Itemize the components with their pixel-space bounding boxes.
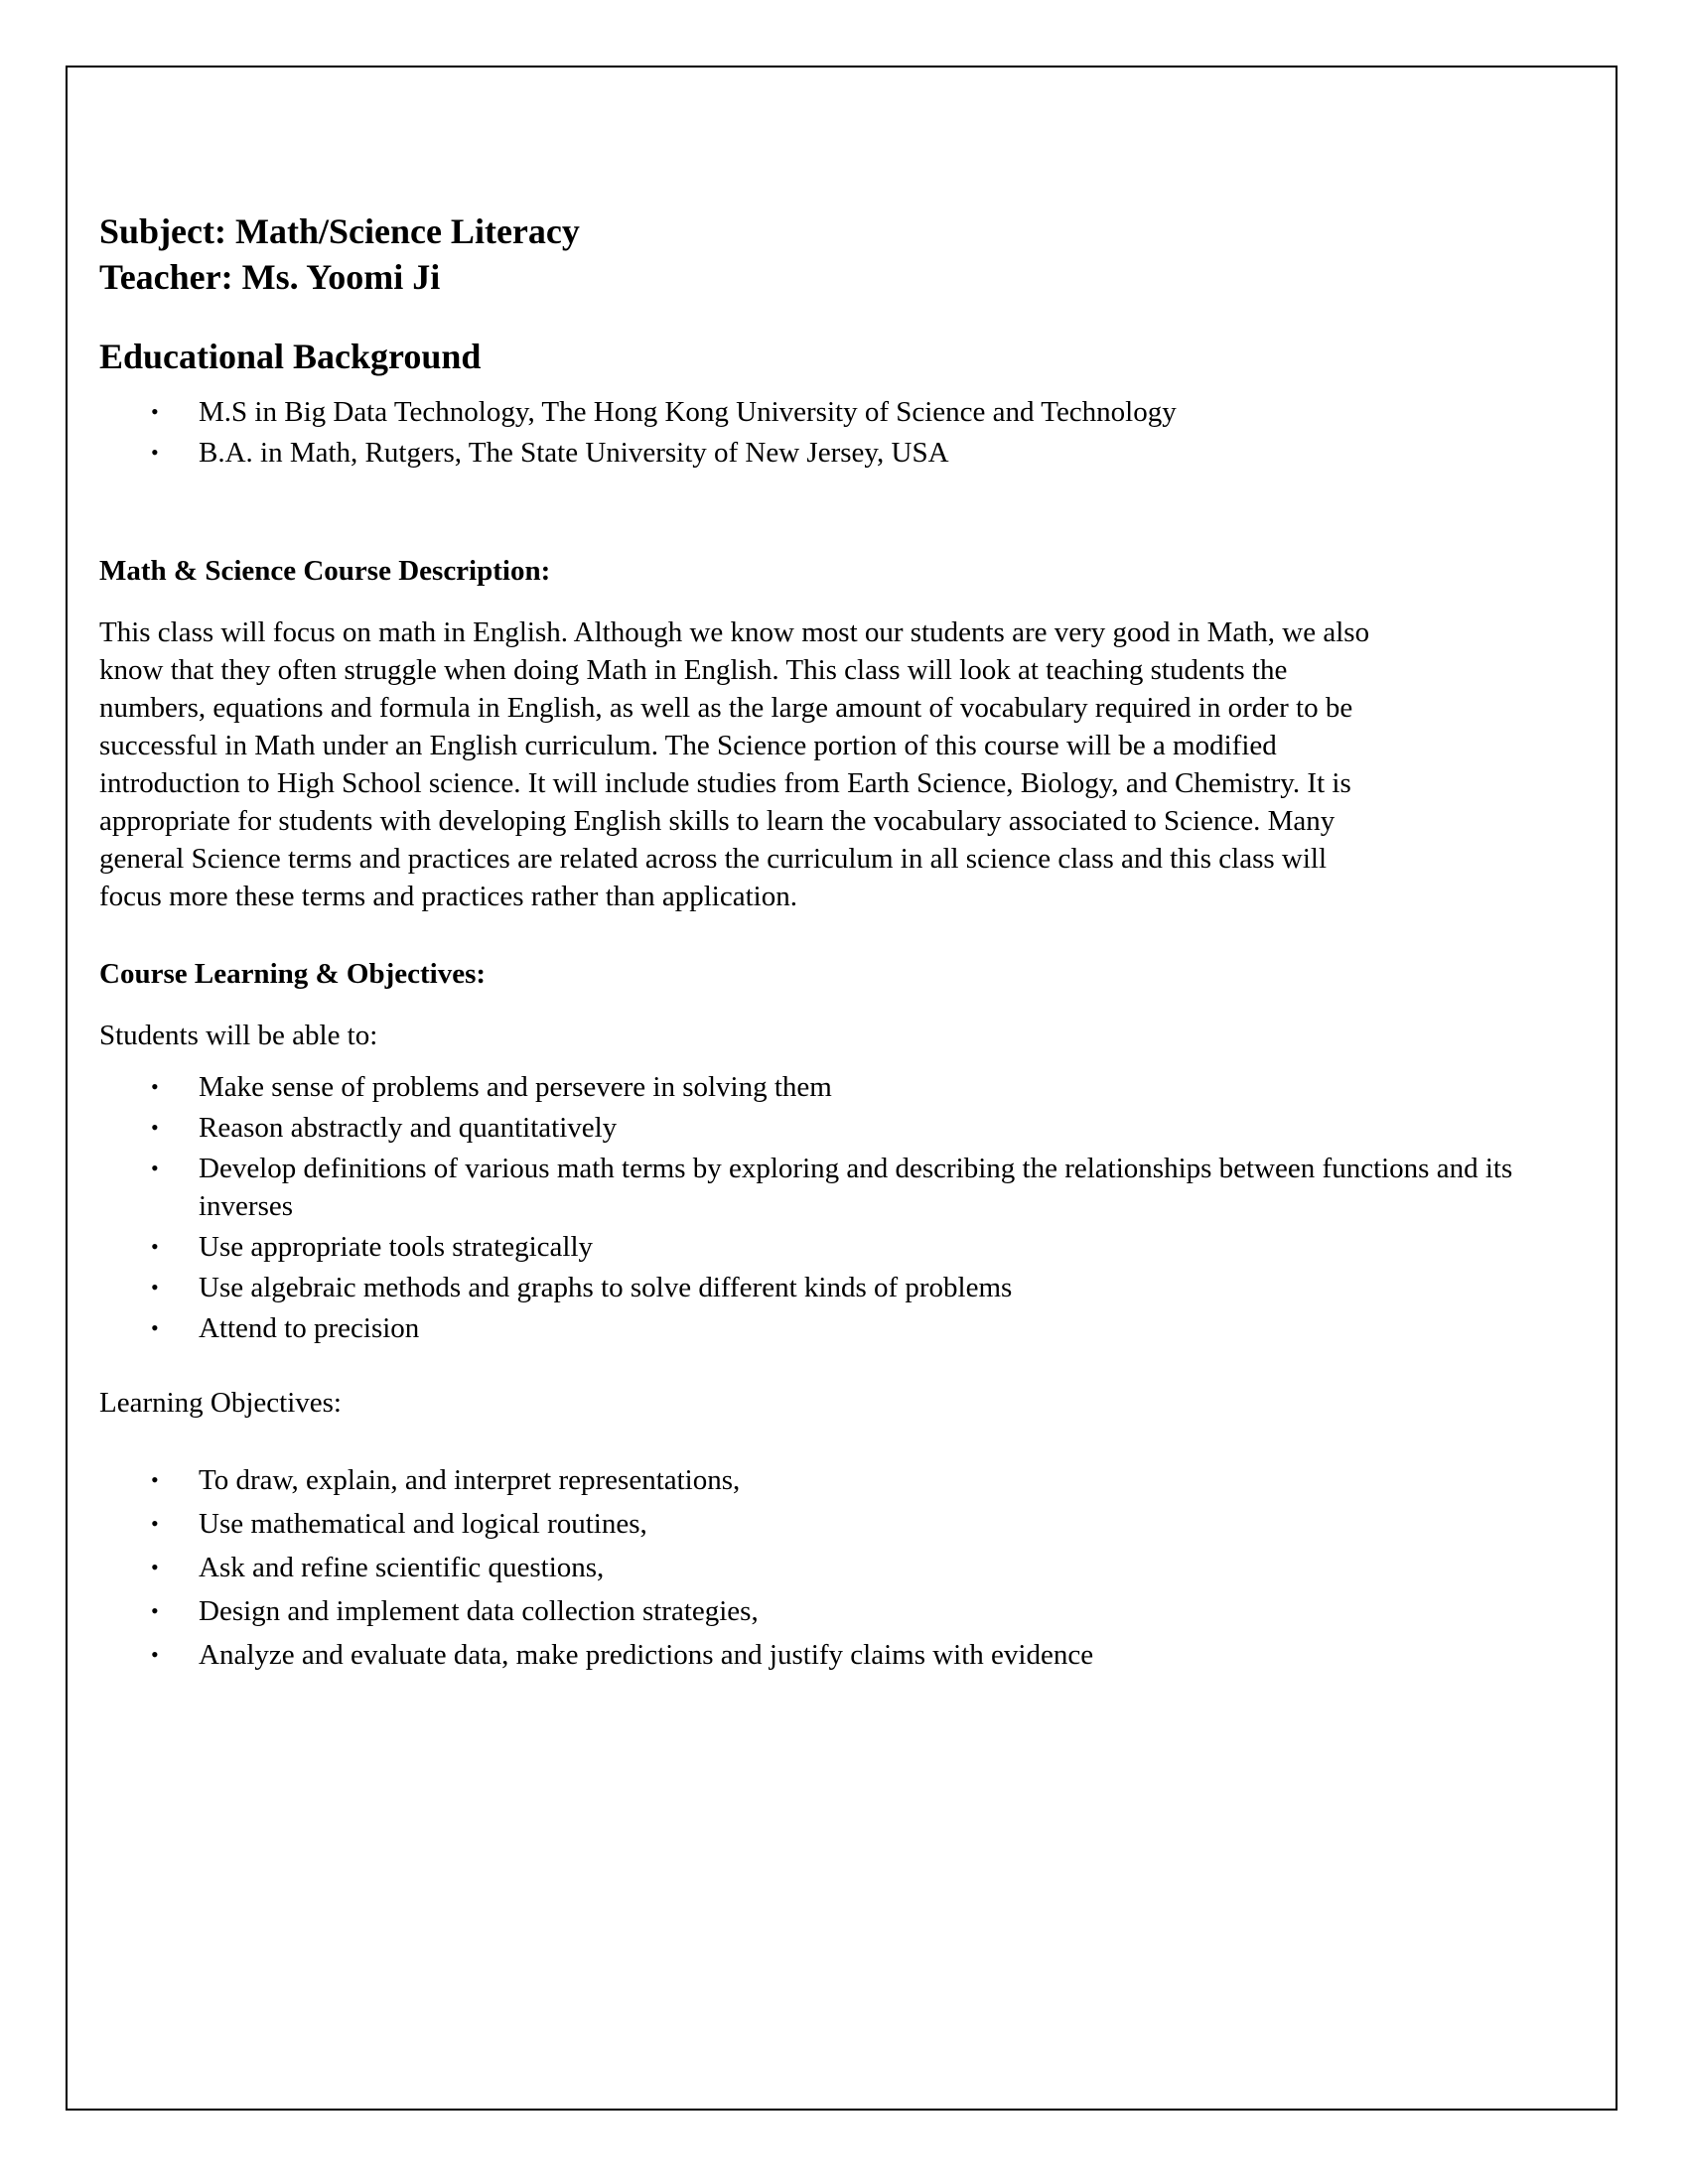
bullet-icon: • xyxy=(151,1315,159,1340)
paragraph-line: focus more these terms and practices rather than application. xyxy=(99,881,797,912)
list-item: • Design and implement data collection strategies, xyxy=(99,1592,1589,1630)
learning-objectives-heading: Learning Objectives: xyxy=(99,1387,342,1419)
list-item: • Use algebraic methods and graphs to solve different kinds of problems xyxy=(99,1269,1589,1306)
bullet-icon: • xyxy=(151,399,159,424)
bullet-icon: • xyxy=(151,1115,159,1140)
bullet-icon: • xyxy=(151,1511,159,1536)
course-description-paragraph xyxy=(99,614,1569,915)
learning-objectives-list xyxy=(99,1461,1589,1674)
bullet-icon: • xyxy=(151,1074,159,1099)
paragraph-line: numbers, equations and formula in English, as well as the large amount of vocabulary required in order to be xyxy=(99,692,1353,724)
bullet-icon: • xyxy=(151,1642,159,1667)
bullet-icon: • xyxy=(151,1275,159,1299)
list-item: • Attend to precision xyxy=(99,1309,1589,1347)
objectives-intro: Students will be able to: xyxy=(99,1020,378,1051)
list-item: • Reason abstractly and quantitatively xyxy=(99,1109,1589,1147)
bullet-icon: • xyxy=(151,1156,159,1180)
course-description-heading: Math & Science Course Description: xyxy=(99,555,551,587)
paragraph-line: successful in Math under an English curriculum. The Science portion of this course will be a modified xyxy=(99,730,1277,761)
list-item: • Develop definitions of various math terms by exploring and describing the relationships between functions and its inverses xyxy=(99,1150,1589,1225)
objectives-list xyxy=(99,1068,1589,1347)
education-heading: Educational Background xyxy=(99,337,482,376)
list-item: • Ask and refine scientific questions, xyxy=(99,1549,1589,1586)
bullet-icon: • xyxy=(151,1467,159,1492)
paragraph-line: introduction to High School science. It will include studies from Earth Science, Biology, and Chemistry. It is xyxy=(99,767,1351,799)
paragraph-line: This class will focus on math in English. Although we know most our students are very good in Math, we also xyxy=(99,616,1370,648)
list-item: • Analyze and evaluate data, make predictions and justify claims with evidence xyxy=(99,1636,1589,1674)
list-item: • Use mathematical and logical routines, xyxy=(99,1505,1589,1543)
list-item: • B.A. in Math, Rutgers, The State University of New Jersey, USA xyxy=(99,434,1589,472)
education-list xyxy=(99,393,1589,472)
list-item: • Make sense of problems and persevere in solving them xyxy=(99,1068,1589,1106)
bullet-icon: • xyxy=(151,440,159,465)
bullet-icon: • xyxy=(151,1555,159,1579)
document-body xyxy=(99,208,1589,1680)
paragraph-line: appropriate for students with developing English skills to learn the vocabulary associated to Science. Many xyxy=(99,805,1336,837)
paragraph-line: general Science terms and practices are related across the curriculum in all science class and this class will xyxy=(99,843,1328,875)
list-item: • Use appropriate tools strategically xyxy=(99,1228,1589,1266)
bullet-icon: • xyxy=(151,1234,159,1259)
subject-title: Subject: Math/Science Literacy xyxy=(99,211,580,251)
teacher-title: Teacher: Ms. Yoomi Ji xyxy=(99,257,441,297)
paragraph-line: know that they often struggle when doing Math in English. This class will look at teaching students the xyxy=(99,654,1288,686)
list-item: • To draw, explain, and interpret representations, xyxy=(99,1461,1589,1499)
bullet-icon: • xyxy=(151,1598,159,1623)
objectives-heading: Course Learning & Objectives: xyxy=(99,958,487,990)
list-item: • M.S in Big Data Technology, The Hong Kong University of Science and Technology xyxy=(99,393,1589,431)
